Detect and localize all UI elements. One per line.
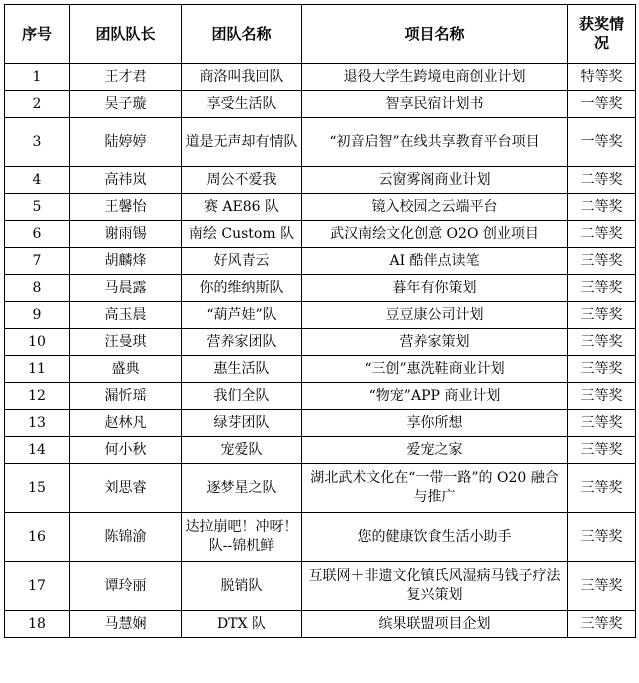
cell-leader: 马慧娴 xyxy=(70,611,182,638)
cell-project: 暮年有你策划 xyxy=(302,275,568,302)
cell-no: 2 xyxy=(5,91,70,118)
cell-leader: 陆婷婷 xyxy=(70,118,182,167)
cell-project: 豆豆康公司计划 xyxy=(302,302,568,329)
cell-project: 爱宠之家 xyxy=(302,437,568,464)
cell-no: 12 xyxy=(5,383,70,410)
cell-no: 17 xyxy=(5,562,70,611)
cell-project: 湖北武术文化在“一带一路”的 O20 融合与推广 xyxy=(302,464,568,513)
cell-team: 你的维纳斯队 xyxy=(182,275,302,302)
cell-leader: 汪曼琪 xyxy=(70,329,182,356)
awards-table xyxy=(4,4,636,638)
cell-award: 三等奖 xyxy=(568,275,636,302)
table-row xyxy=(5,91,636,118)
table-row xyxy=(5,194,636,221)
table-row xyxy=(5,383,636,410)
table-row xyxy=(5,513,636,562)
cell-leader: 盛典 xyxy=(70,356,182,383)
cell-award: 特等奖 xyxy=(568,64,636,91)
cell-team: 绿芽团队 xyxy=(182,410,302,437)
cell-no: 16 xyxy=(5,513,70,562)
cell-project: 镜入校园之云端平台 xyxy=(302,194,568,221)
cell-award: 三等奖 xyxy=(568,356,636,383)
cell-team: 我们全队 xyxy=(182,383,302,410)
cell-project: “三创”惠洗鞋商业计划 xyxy=(302,356,568,383)
cell-award: 三等奖 xyxy=(568,562,636,611)
cell-leader: 王馨怡 xyxy=(70,194,182,221)
cell-leader: 何小秋 xyxy=(70,437,182,464)
cell-award: 二等奖 xyxy=(568,167,636,194)
cell-no: 4 xyxy=(5,167,70,194)
table-row xyxy=(5,221,636,248)
cell-award: 三等奖 xyxy=(568,410,636,437)
cell-no: 13 xyxy=(5,410,70,437)
cell-project: 武汉南绘文化创意 O2O 创业项目 xyxy=(302,221,568,248)
cell-team: 南绘 Custom 队 xyxy=(182,221,302,248)
cell-project: “物宠”APP 商业计划 xyxy=(302,383,568,410)
cell-no: 14 xyxy=(5,437,70,464)
cell-project: AI 酷伴点读笔 xyxy=(302,248,568,275)
cell-no: 3 xyxy=(5,118,70,167)
cell-award: 三等奖 xyxy=(568,329,636,356)
table-row xyxy=(5,437,636,464)
cell-award: 二等奖 xyxy=(568,194,636,221)
cell-team: 达拉崩吧！冲呀！队--锦机鲜 xyxy=(182,513,302,562)
cell-no: 9 xyxy=(5,302,70,329)
header-no: 序号 xyxy=(5,5,70,64)
table-row xyxy=(5,562,636,611)
cell-award: 一等奖 xyxy=(568,91,636,118)
cell-project: 您的健康饮食生活小助手 xyxy=(302,513,568,562)
cell-no: 11 xyxy=(5,356,70,383)
cell-no: 6 xyxy=(5,221,70,248)
cell-team: “葫芦娃”队 xyxy=(182,302,302,329)
cell-no: 10 xyxy=(5,329,70,356)
cell-award: 二等奖 xyxy=(568,221,636,248)
cell-team: 道是无声却有情队 xyxy=(182,118,302,167)
table-row xyxy=(5,64,636,91)
cell-award: 三等奖 xyxy=(568,248,636,275)
cell-team: 商洛叫我回队 xyxy=(182,64,302,91)
cell-team: 脱销队 xyxy=(182,562,302,611)
cell-project: 智享民宿计划书 xyxy=(302,91,568,118)
cell-award: 三等奖 xyxy=(568,302,636,329)
cell-team: DTX 队 xyxy=(182,611,302,638)
header-team: 团队名称 xyxy=(182,5,302,64)
cell-team: 惠生活队 xyxy=(182,356,302,383)
cell-team: 宠爱队 xyxy=(182,437,302,464)
cell-project: 享你所想 xyxy=(302,410,568,437)
cell-award: 三等奖 xyxy=(568,383,636,410)
cell-team: 好风青云 xyxy=(182,248,302,275)
cell-project: 云窗雾阁商业计划 xyxy=(302,167,568,194)
cell-project: 营养家策划 xyxy=(302,329,568,356)
table-row xyxy=(5,329,636,356)
cell-award: 三等奖 xyxy=(568,437,636,464)
cell-team: 赛 AE86 队 xyxy=(182,194,302,221)
cell-team: 享受生活队 xyxy=(182,91,302,118)
table-row xyxy=(5,302,636,329)
cell-no: 7 xyxy=(5,248,70,275)
cell-project: 互联网＋非遗文化镇氏风湿病马钱子疗法复兴策划 xyxy=(302,562,568,611)
table-row xyxy=(5,118,636,167)
cell-leader: 高祎岚 xyxy=(70,167,182,194)
header-leader: 团队队长 xyxy=(70,5,182,64)
cell-leader: 高玉晨 xyxy=(70,302,182,329)
cell-award: 三等奖 xyxy=(568,513,636,562)
header-project: 项目名称 xyxy=(302,5,568,64)
header-award: 获奖情况 xyxy=(568,5,636,64)
cell-no: 8 xyxy=(5,275,70,302)
cell-leader: 刘思睿 xyxy=(70,464,182,513)
cell-award: 三等奖 xyxy=(568,611,636,638)
cell-leader: 谭玲丽 xyxy=(70,562,182,611)
cell-leader: 吴子璇 xyxy=(70,91,182,118)
cell-no: 5 xyxy=(5,194,70,221)
cell-project: 退役大学生跨境电商创业计划 xyxy=(302,64,568,91)
cell-leader: 王才君 xyxy=(70,64,182,91)
cell-award: 三等奖 xyxy=(568,464,636,513)
table-row xyxy=(5,248,636,275)
table-row xyxy=(5,611,636,638)
cell-leader: 漏忻瑶 xyxy=(70,383,182,410)
cell-project: 缤果联盟项目企划 xyxy=(302,611,568,638)
cell-award: 一等奖 xyxy=(568,118,636,167)
cell-no: 18 xyxy=(5,611,70,638)
cell-team: 逐梦星之队 xyxy=(182,464,302,513)
cell-leader: 赵林凡 xyxy=(70,410,182,437)
table-row xyxy=(5,356,636,383)
cell-no: 1 xyxy=(5,64,70,91)
cell-team: 周公不爱我 xyxy=(182,167,302,194)
header-row xyxy=(5,5,636,64)
table-row xyxy=(5,167,636,194)
cell-team: 营养家团队 xyxy=(182,329,302,356)
table-row xyxy=(5,275,636,302)
table-row xyxy=(5,464,636,513)
cell-no: 15 xyxy=(5,464,70,513)
cell-leader: 陈锦渝 xyxy=(70,513,182,562)
cell-leader: 马晨露 xyxy=(70,275,182,302)
table-row xyxy=(5,410,636,437)
cell-project: “初音启智”在线共享教育平台项目 xyxy=(302,118,568,167)
cell-leader: 谢雨锡 xyxy=(70,221,182,248)
cell-leader: 胡麟烽 xyxy=(70,248,182,275)
